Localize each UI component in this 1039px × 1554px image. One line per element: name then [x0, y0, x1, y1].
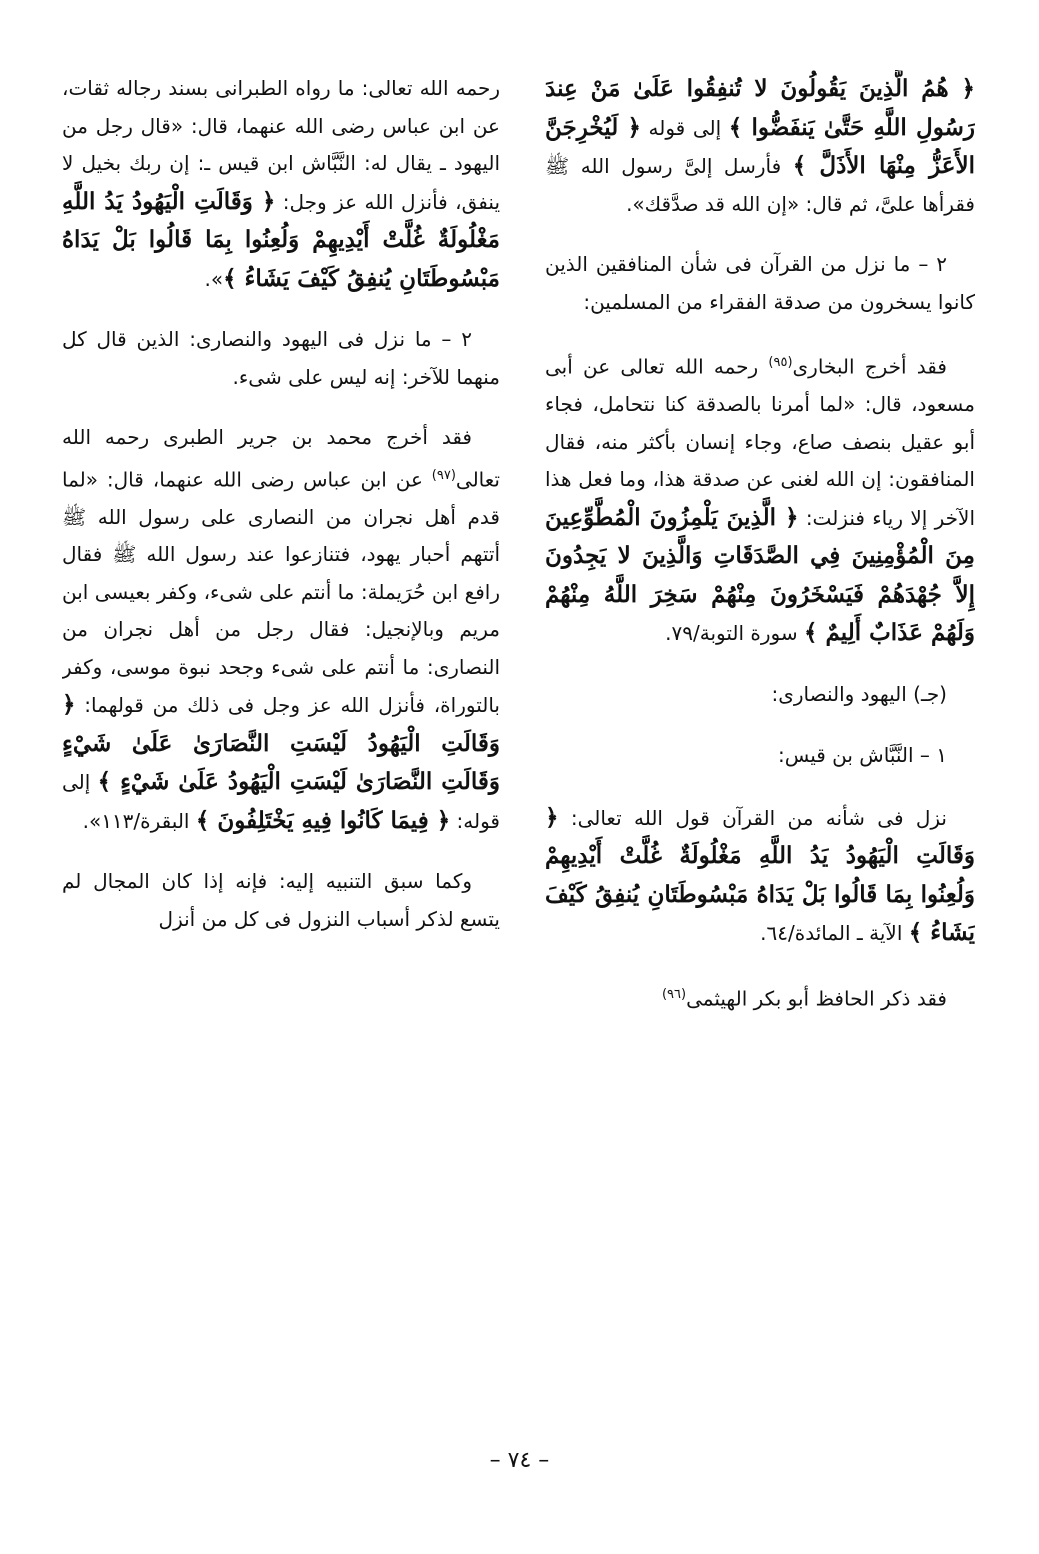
- paragraph-closing: وكما سبق التنبيه إليه: فإنه إذا كان المجال لم يتسع لذكر أسباب النزول فى كل من أنزل: [62, 869, 500, 931]
- section-heading-jews-christians: ٢ – ما نزل فى اليهود والنصارى: الذين قال كل منهما للآخر: إنه ليس على شىء.: [62, 327, 500, 389]
- footnote-ref: (٩٥): [768, 355, 793, 370]
- quran-verse: ﴿ هُمُ الَّذِينَ يَقُولُونَ لا تُنفِقُوا عَلَىٰ مَنْ عِندَ رَسُولِ اللَّهِ حَتَّىٰ يَنفَضُّوا ﴾: [545, 75, 975, 141]
- text-run: فقد أخرج البخارى: [792, 354, 947, 379]
- text-run: فقد أخرج محمد بن جرير الطبرى رحمه الله تعالى: [62, 425, 500, 492]
- text-run: البقرة/١١٣».: [82, 808, 196, 833]
- text-run: نزل فى شأنه من القرآن قول الله تعالى:: [558, 805, 947, 830]
- quran-verse: ﴿ فِيمَا كَانُوا فِيهِ يَخْتَلِفُونَ ﴾: [195, 806, 451, 834]
- left-column: [62, 70, 500, 1410]
- text-run: إلى قوله: [640, 115, 729, 140]
- text-run: رحمه الله تعالى عن أبى مسعود، قال: «لما أمرنا بالصدقة كنا نتحامل، فجاء أبو عقيل بنصف صاع، وجاء إنسان بأكثر منه، فقال المنافقون: إن الله لغنى عن صدقة هذا، وما فعل هذا الآخر إلا رياء فنزلت:: [545, 354, 975, 530]
- right-column: [545, 70, 975, 1410]
- quran-verse: ﴿ وَقَالَتِ الْيَهُودُ لَيْسَتِ النَّصَارَىٰ عَلَىٰ شَيْءٍ وَقَالَتِ النَّصَارَىٰ لَيْسَتِ الْيَهُودُ عَلَىٰ شَيْءٍ ﴾: [62, 691, 500, 796]
- paragraph-tabari: [62, 419, 500, 840]
- text-run: عن ابن عباس رضى الله عنهما، قال: «لما قدم أهل نجران من النصارى على رسول الله ﷺ أتتهم أحبار يهود، فتنازعوا عند رسول الله ﷺ فقال رافع ابن حُرَيملة: ما أنتم على شىء، وكفر بعيسى ابن مريم وبالإنجيل: فقال رجل من أهل نجران من النصارى: ما أنتم على شىء وجحد نبوة موسى، وكفر بالتوراة، فأنزل الله عز وجل فى ذلك من قولهما:: [62, 467, 500, 718]
- paragraph-haythami: [545, 976, 975, 1018]
- quran-verse: ﴿ الَّذِينَ يَلْمِزُونَ الْمُطَّوِّعِينَ مِنَ الْمُؤْمِنِينَ فِي الصَّدَقَاتِ وَالَّذِينَ لا يَجِدُونَ إِلاَّ جُهْدَهُمْ فَيَسْخَرُونَ مِنْهُمْ سَخِرَ اللَّهُ مِنْهُمْ وَلَهُمْ عَذَابٌ أَلِيمٌ ﴾: [545, 503, 975, 647]
- quran-verse: ﴿ لَيُخْرِجَنَّ الأَعَزُّ مِنْهَا الأَذَلَّ ﴾: [545, 113, 975, 179]
- text-run: فأرسل إلىَّ رسول الله ﷺ فقرأها علىَّ، ثم قال: «إن الله قد صدَّقك».: [545, 154, 975, 216]
- text-run: فقد ذكر الحافظ أبو بكر الهيثمى: [686, 986, 947, 1011]
- paragraph-nabbash-verse: [545, 799, 975, 953]
- text-run: إلى قوله:: [62, 770, 500, 833]
- text-run: رحمه الله تعالى: ما رواه الطبرانى بسند رجاله ثقات، عن ابن عباس رضى الله عنهما، قال: «قال رجل من اليهود ـ يقال له: النَّبَّاش ابن قيس ـ: إن ربك بخيل لا ينفق، فأنزل الله عز وجل:: [62, 76, 500, 214]
- text-run: الآية ـ المائدة/٦٤.: [760, 921, 909, 946]
- quran-verse: ﴿ وَقَالَتِ الْيَهُودُ يَدُ اللَّهِ مَغْلُولَةٌ غُلَّتْ أَيْدِيهِمْ وَلُعِنُوا بِمَا قَالُوا بَلْ يَدَاهُ مَبْسُوطَتَانِ يُنفِقُ كَيْفَ يَشَاءُ ﴾: [62, 187, 500, 292]
- footnote-ref: (٩٦): [661, 986, 687, 1002]
- paragraph-bukhari: [545, 344, 975, 653]
- paragraph-tabarani: [62, 70, 500, 298]
- subheading-nabbash: ١ – النَّبَّاش بن قيس:: [777, 743, 947, 768]
- text-run: سورة التوبة/٧٩.: [665, 621, 804, 646]
- paragraph-munafiqun-verse: [545, 70, 975, 223]
- quran-verse: ﴿ وَقَالَتِ الْيَهُودُ يَدُ اللَّهِ مَغْلُولَةٌ غُلَّتْ أَيْدِيهِمْ وَلُعِنُوا بِمَا قَالُوا بَلْ يَدَاهُ مَبْسُوطَتَانِ يُنفِقُ كَيْفَ يَشَاءُ ﴾: [545, 803, 975, 947]
- text-run: ».: [204, 266, 224, 291]
- subheading-jews-christians: (جـ) اليهود والنصارى:: [771, 681, 947, 706]
- section-heading-munafiqin: ٢ – ما نزل من القرآن فى شأن المنافقين الذين كانوا يسخرون من صدقة الفقراء من المسلمين:: [545, 252, 975, 314]
- footnote-ref: (٩٧): [431, 467, 456, 483]
- page-number: – ٧٤ –: [489, 1448, 550, 1473]
